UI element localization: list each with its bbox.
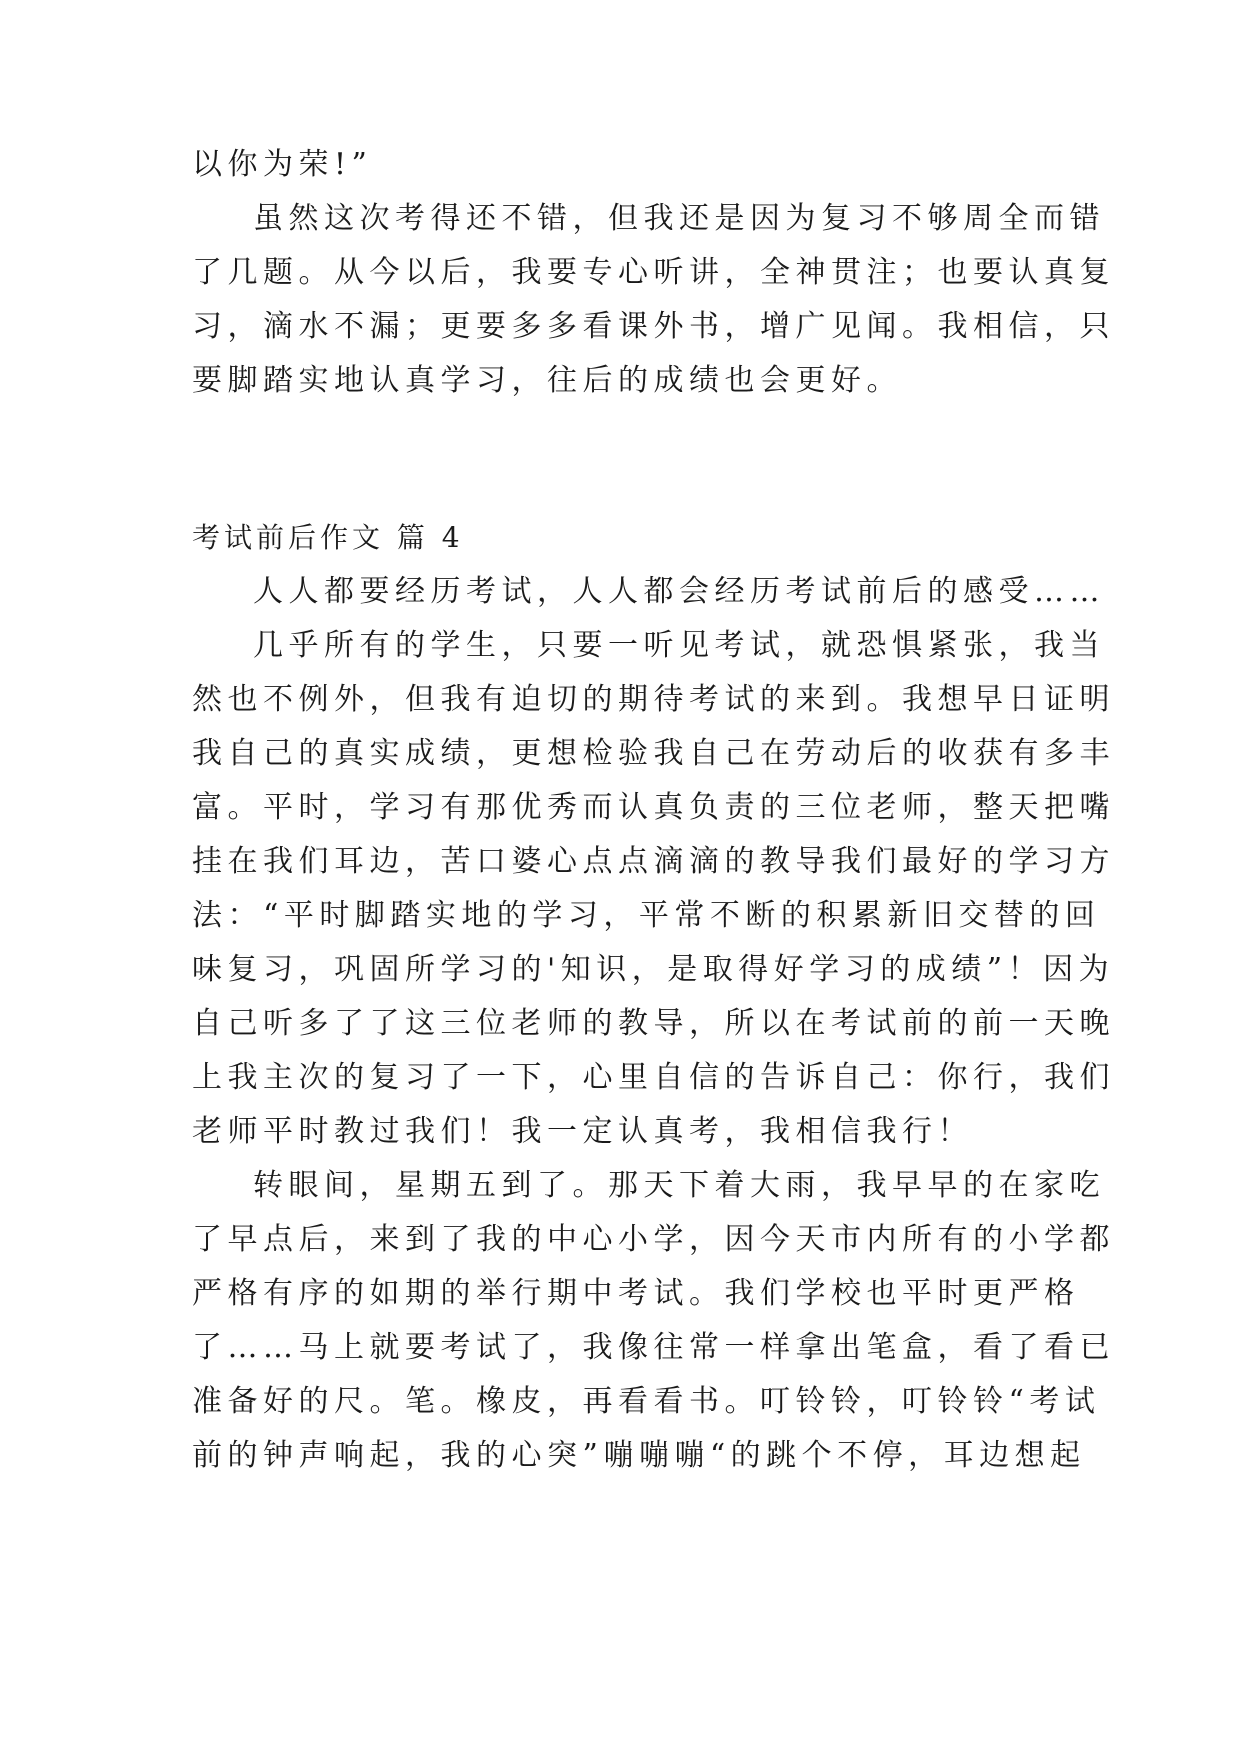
paragraph-line: 以你为荣!” — [192, 147, 373, 182]
paragraph-line: 人人都要经历考试，人人都会经历考试前后的感受…… — [253, 574, 1105, 609]
paragraph-line: 老师平时教过我们！我一定认真考，我相信我行！ — [192, 1114, 973, 1149]
paragraph-line: 了早点后，来到了我的中心小学，因今天市内所有的小学都 — [192, 1222, 1115, 1257]
paragraph-line: 了……马上就要考试了，我像往常一样拿出笔盒，看了看已 — [192, 1330, 1115, 1365]
paragraph-line: 转眼间，星期五到了。那天下着大雨，我早早的在家吃 — [253, 1168, 1105, 1203]
paragraph-line: 挂在我们耳边，苦口婆心点点滴滴的教导我们最好的学习方 — [192, 844, 1115, 879]
paragraph-line: 了几题。从今以后，我要专心听讲，全神贯注；也要认真复 — [192, 255, 1115, 290]
paragraph-line: 准备好的尺。笔。橡皮，再看看书。叮铃铃，叮铃铃“考试 — [192, 1384, 1101, 1419]
paragraph-line: 前的钟声响起，我的心突”嘣嘣嘣“的跳个不停，耳边想起 — [192, 1438, 1086, 1473]
paragraph-line: 富。平时，学习有那优秀而认真负责的三位老师，整天把嘴 — [192, 790, 1115, 825]
paragraph-line: 法：“平时脚踏实地的学习，平常不断的积累新旧交替的回 — [192, 898, 1101, 933]
paragraph-line: 习，滴水不漏；更要多多看课外书，增广见闻。我相信，只 — [192, 309, 1115, 344]
section-heading: 考试前后作文 篇 4 — [192, 521, 464, 554]
paragraph-line: 然也不例外，但我有迫切的期待考试的来到。我想早日证明 — [192, 682, 1115, 717]
paragraph-line: 要脚踏实地认真学习，往后的成绩也会更好。 — [192, 363, 902, 398]
paragraph-line: 自己听多了了这三位老师的教导，所以在考试前的前一天晚 — [192, 1006, 1115, 1041]
paragraph-line: 味复习，巩固所学习的'知识，是取得好学习的成绩”！因为 — [192, 952, 1115, 987]
paragraph-line: 上我主次的复习了一下，心里自信的告诉自己：你行，我们 — [192, 1060, 1115, 1095]
paragraph-line: 虽然这次考得还不错，但我还是因为复习不够周全而错 — [253, 201, 1105, 236]
paragraph-line: 严格有序的如期的举行期中考试。我们学校也平时更严格 — [192, 1276, 1080, 1311]
paragraph-line: 几乎所有的学生，只要一听见考试，就恐惧紧张，我当 — [253, 628, 1105, 663]
paragraph-line: 我自己的真实成绩，更想检验我自己在劳动后的收获有多丰 — [192, 736, 1115, 771]
